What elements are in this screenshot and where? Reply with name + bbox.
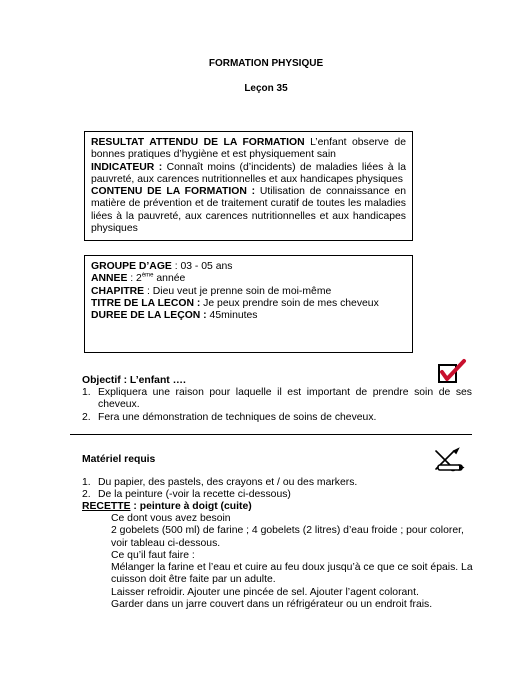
indicator-text: Connaît moins (d’incidents) de maladies liées à la pauvreté, aux carences nutritionnelles et aux handicapes physiques — [91, 161, 406, 185]
expected-result-box — [84, 131, 413, 241]
materials-list — [82, 477, 482, 502]
list-item-text: De la peinture (-voir la recette ci-dessous) — [98, 489, 291, 501]
list-item-number: 2. — [82, 411, 91, 423]
indicator — [91, 162, 406, 187]
recipe-label: RECETTE — [82, 501, 131, 512]
age-group-text: : 03 - 05 ans — [171, 261, 233, 272]
recipe-line: Garder dans un jarre couvert dans un réfrigérateur ou un endroit frais. — [111, 599, 433, 611]
lesson-duration-text: 45minutes — [206, 310, 258, 322]
year-superscript: ème — [141, 272, 154, 279]
lesson-duration-label: DUREE DE LA LEÇON : — [91, 310, 207, 322]
content-text: Utilisation de connaissance en matière de prévention et de traitement curatif de toutes les maladies liées à la pauvreté, aux carences nutritionnelles et aux handicapes physiques — [91, 186, 407, 235]
lesson-title — [91, 298, 406, 310]
list-item-number: 1. — [82, 387, 91, 398]
document-title: FORMATION PHYSIQUE — [208, 58, 324, 69]
list-item-number: 2. — [82, 489, 91, 501]
age-group-label: GROUPE D’AGE — [91, 261, 172, 272]
recipe-title: : peinture à doigt (cuite) — [130, 501, 252, 512]
year-text-suffix: année — [153, 273, 186, 285]
materials-heading: Matériel requis — [82, 454, 156, 465]
lesson-number: Leçon 35 — [244, 83, 288, 94]
recipe-line: Mélanger la farine et l’eau et cuire au feu doux jusqu’à ce que ce soit épais. La cuisson doit être faite par un adulte. — [111, 562, 473, 586]
list-item — [82, 412, 472, 424]
indicator-label: INDICATEUR : — [91, 161, 163, 173]
age-group — [91, 261, 406, 273]
recipe-heading — [82, 501, 252, 513]
list-item-text: Du papier, des pastels, des crayons et / ou des markers. — [98, 477, 358, 488]
list-item — [82, 489, 482, 501]
objective-list — [82, 387, 472, 424]
year-text: : 2 — [127, 273, 142, 285]
expected-result-text: L’enfant observe de bonnes pratiques d’hygiène et est physiquement sain — [91, 137, 406, 161]
lesson-title-text: Je peux prendre soin de mes cheveux — [200, 297, 379, 309]
lesson-title-label: TITRE DE LA LECON : — [91, 297, 201, 309]
recipe-line: 2 gobelets (500 ml) de farine ; 4 gobelets (2 litres) d’eau froide ; pour colorer, voir tableau ci-dessous. — [111, 525, 464, 549]
content-label: CONTENU DE LA FORMATION : — [91, 186, 256, 198]
list-item — [82, 477, 482, 489]
list-item-number: 1. — [82, 477, 91, 488]
recipe-line: Ce dont vous avez besoin — [111, 513, 231, 524]
recipe-body — [111, 513, 481, 611]
list-item — [82, 387, 472, 412]
list-item-text: Expliquera une raison pour laquelle il est important de prendre soin de ses cheveux. — [98, 387, 472, 411]
content — [91, 186, 406, 235]
list-item-text: Fera une démonstration de techniques de soins de cheveux. — [98, 411, 377, 423]
section-divider — [70, 434, 472, 435]
recipe-line: Laisser refroidir. Ajouter une pincée de sel. Ajouter l’agent colorant. — [111, 586, 419, 598]
checkbox-check-icon — [436, 358, 468, 386]
lesson-info-box — [84, 255, 413, 353]
chapter-label: CHAPITRE — [91, 285, 145, 297]
recipe-line: Ce qu’il faut faire : — [111, 549, 195, 561]
expected-result — [91, 137, 406, 162]
lesson-duration — [91, 310, 406, 322]
objective-heading: Objectif : L’enfant …. — [82, 375, 186, 386]
art-supplies-icon — [432, 447, 466, 473]
year — [91, 273, 406, 285]
year-label: ANNEE — [91, 273, 128, 285]
chapter-text: : Dieu veut je prenne soin de moi-même — [144, 285, 332, 297]
expected-result-label: RESULTAT ATTENDU DE LA FORMATION — [91, 137, 305, 148]
chapter — [91, 286, 406, 298]
